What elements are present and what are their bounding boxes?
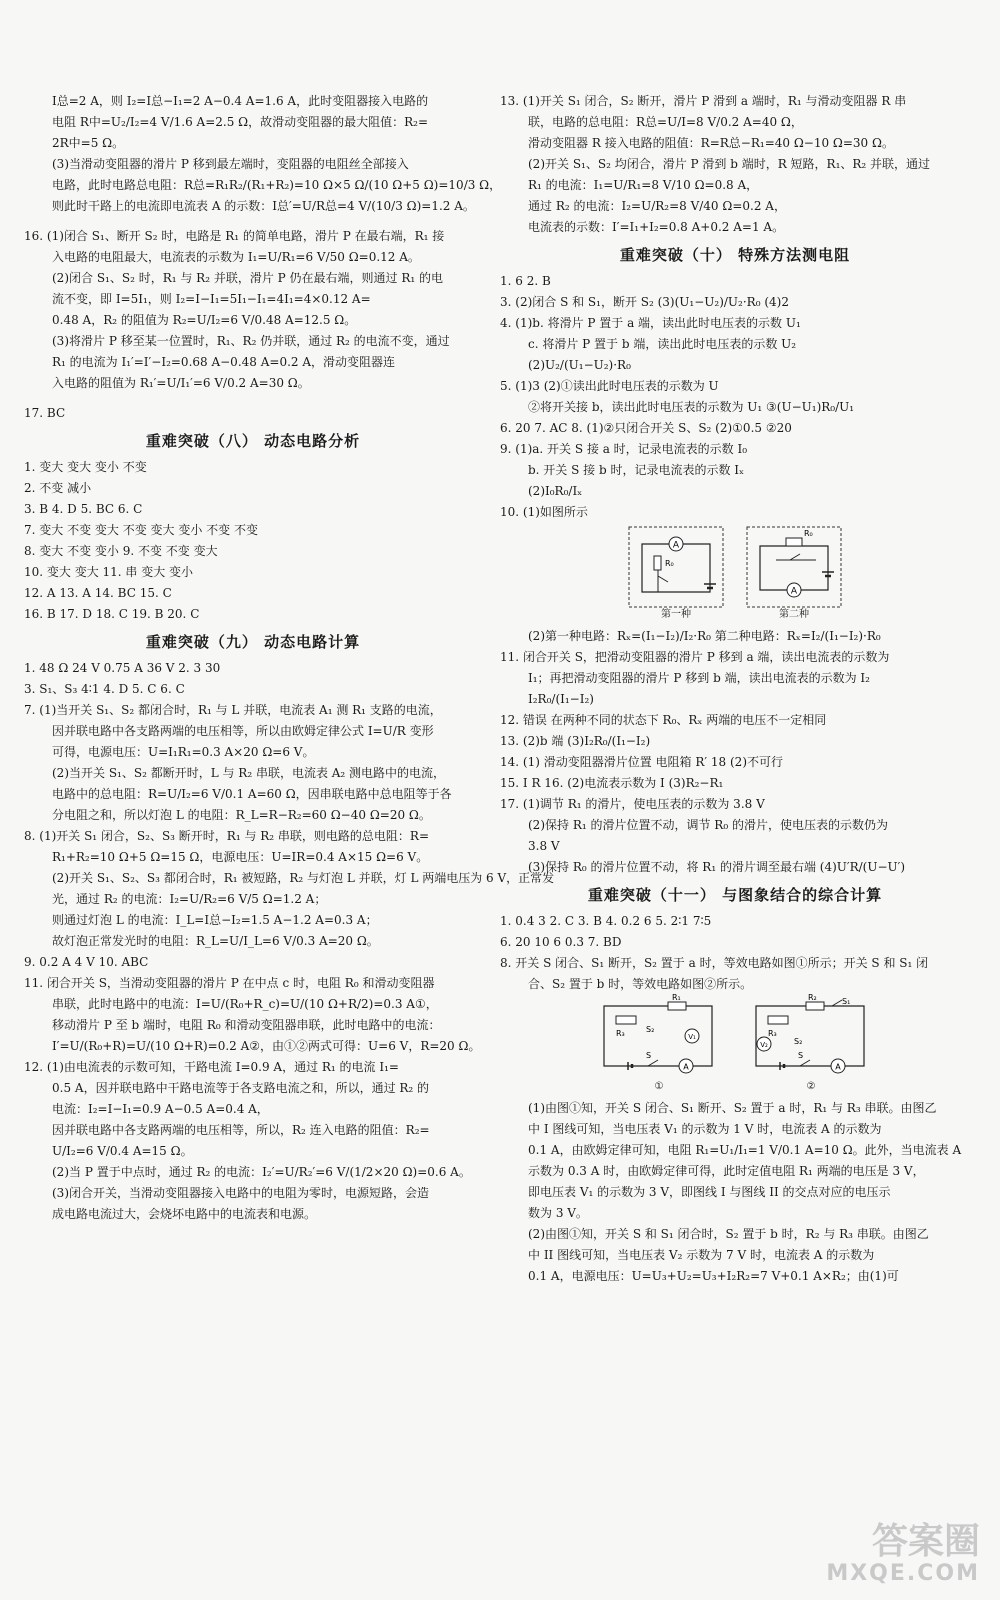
- answer-line: U/I₂=6 V/0.4 A=15 Ω。: [52, 1144, 193, 1158]
- figure-10-circuit-2: [746, 526, 842, 622]
- answer-line: 9. (1)a. 开关 S 接 a 时，记录电流表的示数 I₀: [500, 442, 748, 456]
- answer-line: (2)当 P 置于中点时，通过 R₂ 的电流：I₂′=U/R₂′=6 V/(1/2×20 Ω)=0.6 A。: [52, 1165, 471, 1179]
- answer-line: (2)保持 R₁ 的滑片位置不动，调节 R₀ 的滑片，使电压表的示数仍为: [528, 818, 888, 832]
- answer-line: 可得，电源电压：U=I₁R₁=0.3 A×20 Ω=6 V。: [52, 745, 315, 759]
- switch-s2-label: S₂: [646, 1025, 655, 1034]
- answer-line: (2)当开关 S₁、S₂ 都断开时，L 与 R₂ 串联，电流表 A₂ 测电路中的电流，: [52, 766, 446, 780]
- switch-s2-label: S₂: [794, 1037, 803, 1046]
- resistor-label: R₀: [665, 559, 674, 568]
- watermark-logo-url: MXQE.COM: [826, 1561, 980, 1586]
- answer-line: 16. B 17. D 18. C 19. B 20. C: [24, 607, 200, 621]
- answer-line: I₁；再把滑动变阻器的滑片 P 移到 b 端，读出电流表的示数为 I₂: [528, 671, 870, 685]
- answer-line: 电流：I₂=I−I₁=0.9 A−0.5 A=0.4 A，: [52, 1102, 269, 1116]
- answer-line: 0.48 A，R₂ 的阻值为 R₂=U/I₂=6 V/0.48 A=12.5 Ω。: [52, 313, 357, 327]
- figure-10-caption-2: 第二种: [779, 609, 809, 620]
- answer-line: 联，电路的总电阻：R总=U/I=8 V/0.2 A=40 Ω，: [528, 115, 803, 129]
- answer-line: 电流表的示数：I′=I₁+I₂=0.8 A+0.2 A=1 A。: [528, 220, 785, 234]
- answer-line: (2)闭合 S₁、S₂ 时，R₁ 与 R₂ 并联，滑片 P 仍在最右端，则通过 R₁ 的电: [52, 271, 444, 285]
- ammeter-label: A: [672, 540, 680, 551]
- answer-line: 1. 48 Ω 24 V 0.75 A 36 V 2. 3 30: [24, 661, 221, 675]
- figure-8-circuits: [500, 993, 970, 1094]
- answer-line: 6. 20 10 6 0.3 7. BD: [500, 935, 622, 949]
- voltmeter-v2-label: V₂: [760, 1041, 768, 1049]
- answer-line: 则通过灯泡 L 的电流：I_L=I总−I₂=1.5 A−1.2 A=0.3 A；: [52, 913, 378, 927]
- answer-line: 示数为 0.3 A 时，由欧姆定律可得，此时定值电阻 R₁ 两端的电压是 3 V，: [528, 1164, 925, 1178]
- section-heading: 重难突破（十一） 与图象结合的综合计算: [587, 886, 883, 904]
- resistor-r2-label: R₂: [808, 993, 817, 1002]
- answer-line: R₁ 的电流为 I₁′=I′−I₂=0.68 A−0.48 A=0.2 A，滑动变阻器连: [52, 355, 396, 369]
- answer-line: I′=U/(R₀+R)=U/(10 Ω+R)=0.2 A②，由①②两式可得：U=6 V，R=20 Ω。: [52, 1039, 481, 1053]
- answer-line: 入电路的电阻最大，电流表的示数为 I₁=U/R₁=6 V/50 Ω=0.12 A。: [52, 250, 420, 264]
- answer-line: 滑动变阻器 R 接入电路的阻值：R=R总−R₁=40 Ω−10 Ω=30 Ω。: [528, 136, 894, 150]
- answer-line: I₂R₀/(I₁−I₂): [528, 692, 594, 706]
- answer-line: 3.8 V: [528, 839, 560, 853]
- answer-line: 8. (1)开关 S₁ 闭合，S₂、S₃ 断开时，R₁ 与 R₂ 串联，则电路的总电阻：R=: [24, 829, 430, 843]
- figure-8-circuit-2: [746, 993, 876, 1094]
- answer-line: (2)第一种电路：Rₓ=(I₁−I₂)/I₂·R₀ 第二种电路：Rₓ=I₂/(I₁−I₂)·R₀: [528, 629, 881, 643]
- answer-line: 15. I R 16. (2)电流表示数为 I (3)R₂−R₁: [500, 776, 724, 790]
- answer-line: (2)开关 S₁、S₂ 均闭合，滑片 P 滑到 b 端时，R 短路，R₁、R₂ 并联，通过: [528, 157, 931, 171]
- answer-line: b. 开关 S 接 b 时，记录电流表的示数 Iₓ: [528, 463, 745, 477]
- answer-line: 0.1 A，由欧姆定律可知，电阻 R₁=U₁/I₁=1 V/0.1 A=10 Ω。此外，当电流表 A: [528, 1143, 962, 1157]
- answer-line: 14. (1) 滑动变阻器滑片位置 电阻箱 R′ 18 (2)不可行: [500, 755, 783, 769]
- answer-line: 11. 闭合开关 S，当滑动变阻器的滑片 P 在中点 c 时，电阻 R₀ 和滑动变阻器: [24, 976, 435, 990]
- switch-s1-label: S₁: [842, 997, 851, 1006]
- answer-line: 分电阻之和，所以灯泡 L 的电阻：R_L=R−R₂=60 Ω−40 Ω=20 Ω。: [52, 808, 431, 822]
- answer-line: 中 I 图线可知，当电压表 V₁ 的示数为 1 V 时，电流表 A 的示数为: [528, 1122, 882, 1136]
- answer-line: 1. 0.4 3 2. C 3. B 4. 0.2 6 5. 2∶1 7∶5: [500, 914, 712, 928]
- answer-line: 12. A 13. A 14. BC 15. C: [24, 586, 172, 600]
- answer-line: 3. S₁、S₃ 4∶1 4. D 5. C 6. C: [24, 682, 185, 696]
- figure-10-circuits: [500, 526, 970, 622]
- figure-8-circuit-1: [594, 993, 724, 1094]
- answer-line: 故灯泡正常发光时的电阻：R_L=U/I_L=6 V/0.3 A=20 Ω。: [52, 934, 379, 948]
- answer-line: 17. (1)调节 R₁ 的滑片，使电压表的示数为 3.8 V: [500, 797, 765, 811]
- equivalent-circuit-2: [746, 993, 876, 1080]
- answer-line: (2)I₀R₀/Iₓ: [528, 484, 583, 498]
- circuit-diagram-1: [628, 526, 724, 608]
- watermark-logo-text: 答案圈: [871, 1521, 980, 1562]
- figure-10-circuit-1: [628, 526, 724, 622]
- answer-line: 电阻 R中=U₂/I₂=4 V/1.6 A=2.5 Ω，故滑动变阻器的最大阻值：R₂=: [52, 115, 429, 129]
- answer-line: 移动滑片 P 至 b 端时，电阻 R₀ 和滑动变阻器串联，此时电路中的电流：: [52, 1018, 441, 1032]
- answer-line: 光，通过 R₂ 的电流：I₂=U/R₂=6 V/5 Ω=1.2 A；: [52, 892, 327, 906]
- answer-line: (3)保持 R₀ 的滑片位置不动，将 R₁ 的滑片调至最右端 (4)U′R/(U−U′): [528, 860, 906, 874]
- right-column: [500, 90, 970, 1287]
- answer-line: 则此时干路上的电流即电流表 A 的示数：I总′=U/R总=4 V/(10/3 Ω)=1.2 A。: [52, 199, 475, 213]
- answer-line: 流不变，即 I=5I₁，则 I₂=I−I₁=5I₁−I₁=4I₁=4×0.12 A=: [52, 292, 371, 306]
- answer-line: 串联，此时电路中的电流：I=U/(R₀+R_c)=U/(10 Ω+R/2)=0.3 A①，: [52, 997, 438, 1011]
- ammeter-label: A: [790, 586, 798, 597]
- answer-line: 12. (1)由电流表的示数可知，干路电流 I=0.9 A，通过 R₁ 的电流 I₁=: [24, 1060, 399, 1074]
- resistor-r3-label: R₃: [616, 1029, 625, 1038]
- answer-line: 2. 不变 减小: [24, 481, 92, 495]
- answer-line: 5. (1)3 (2)①读出此时电压表的示数为 U: [500, 379, 719, 393]
- answer-line: 3. B 4. D 5. BC 6. C: [24, 502, 143, 516]
- answer-line: 数为 3 V。: [528, 1206, 588, 1220]
- answer-line: 10. (1)如图所示: [500, 505, 588, 519]
- answer-line: 6. 20 7. AC 8. (1)②只闭合开关 S、S₂ (2)①0.5 ②20: [500, 421, 792, 435]
- answer-line: (2)由图①知，开关 S 和 S₁ 闭合时，S₂ 置于 b 时，R₂ 与 R₃ 串联。由图乙: [528, 1227, 929, 1241]
- answer-line: 7. (1)当开关 S₁、S₂ 都闭合时，R₁ 与 L 并联，电流表 A₁ 测 R₁ 支路的电流，: [24, 703, 442, 717]
- answer-line: 8. 变大 不变 变小 9. 不变 不变 变大: [24, 544, 218, 558]
- answer-line: 7. 变大 不变 变大 不变 变大 变小 不变 不变: [24, 523, 258, 537]
- resistor-label: R₀: [804, 529, 813, 538]
- answer-line: 1. 变大 变大 变小 不变: [24, 460, 147, 474]
- answer-line: 4. (1)b. 将滑片 P 置于 a 端，读出此时电压表的示数 U₁: [500, 316, 801, 330]
- voltmeter-v1-label: V₁: [688, 1033, 696, 1041]
- ammeter-label: A: [835, 1062, 841, 1072]
- answer-line: 通过 R₂ 的电流：I₂=U/R₂=8 V/40 Ω=0.2 A，: [528, 199, 786, 213]
- answer-line: 16. (1)闭合 S₁、断开 S₂ 时，电路是 R₁ 的简单电路，滑片 P 在最右端，R₁ 接: [24, 229, 445, 243]
- answer-line: (2)开关 S₁、S₂、S₃ 都闭合时，R₁ 被短路，R₂ 与灯泡 L 并联，灯 L 两端电压为 6 V，正常发: [52, 871, 555, 885]
- answer-line: R₁ 的电流：I₁=U/R₁=8 V/10 Ω=0.8 A，: [528, 178, 759, 192]
- circuit-diagram-2: [746, 526, 842, 608]
- answer-line: 11. 闭合开关 S，把滑动变阻器的滑片 P 移到 a 端，读出电流表的示数为: [500, 650, 890, 664]
- section-heading: 重难突破（八） 动态电路分析: [145, 432, 361, 450]
- answer-line: 13. (2)b 端 (3)I₂R₀/(I₁−I₂): [500, 734, 651, 748]
- answer-line: 0.1 A，电源电压：U=U₃+U₂=U₃+I₂R₂=7 V+0.1 A×R₂；由(1)可: [528, 1269, 899, 1283]
- spacer: [24, 394, 482, 402]
- answer-line: 12. 错误 在两种不同的状态下 R₀、Rₓ 两端的电压不一定相同: [500, 713, 827, 727]
- section-heading: 重难突破（十） 特殊方法测电阻: [619, 246, 851, 264]
- switch-s-label: S: [798, 1051, 804, 1060]
- answer-line: 中 II 图线可知，当电压表 V₂ 示数为 7 V 时，电流表 A 的示数为: [528, 1248, 875, 1262]
- answer-line: 13. (1)开关 S₁ 闭合，S₂ 断开，滑片 P 滑到 a 端时，R₁ 与滑动变阻器 R 串: [500, 94, 907, 108]
- answer-line: 因并联电路中各支路两端的电压相等，所以由欧姆定律公式 I=U/R 变形: [52, 724, 434, 738]
- resistor-r1-label: R₁: [672, 993, 681, 1002]
- spacer: [24, 217, 482, 225]
- figure-8-caption-2: ②: [806, 1081, 816, 1092]
- resistor-r3-label: R₃: [768, 1029, 777, 1038]
- answer-line: 0.5 A，因并联电路中干路电流等于各支路电流之和，所以，通过 R₂ 的: [52, 1081, 430, 1095]
- answer-line: 8. 开关 S 闭合、S₁ 断开，S₂ 置于 a 时，等效电路如图①所示；开关 S 和 S₁ 闭: [500, 956, 929, 970]
- answer-line: 9. 0.2 A 4 V 10. ABC: [24, 955, 149, 969]
- answer-line: (3)将滑片 P 移至某一位置时，R₁、R₂ 仍并联，通过 R₂ 的电流不变，通过: [52, 334, 450, 348]
- answer-line: 17. BC: [24, 406, 66, 420]
- answer-line: 因并联电路中各支路两端的电压相等，所以，R₂ 连入电路的阻值：R₂=: [52, 1123, 430, 1137]
- figure-10-caption-1: 第一种: [661, 609, 691, 620]
- answer-line: R₁+R₂=10 Ω+5 Ω=15 Ω，电源电压：U=IR=0.4 A×15 Ω=6 V。: [52, 850, 429, 864]
- answer-line: 电路，此时电路总电阻：R总=R₁R₂/(R₁+R₂)=10 Ω×5 Ω/(10 Ω+5 Ω)=10/3 Ω，: [52, 178, 502, 192]
- answer-line: 成电路电流过大，会烧坏电路中的电流表和电源。: [52, 1207, 317, 1221]
- answer-line: ②将开关接 b，读出此时电压表的示数为 U₁ ③(U−U₁)R₀/U₁: [528, 400, 855, 414]
- answer-line: 合、S₂ 置于 b 时，等效电路如图②所示。: [528, 977, 753, 991]
- answer-line: 即电压表 V₁ 的示数为 3 V，即图线 I 与图线 II 的交点对应的电压示: [528, 1185, 891, 1199]
- answer-line: 入电路的阻值为 R₁′=U/I₁′=6 V/0.2 A=30 Ω。: [52, 376, 310, 390]
- answer-line: 10. 变大 变大 11. 串 变大 变小: [24, 565, 194, 579]
- answer-line: 3. (2)闭合 S 和 S₁，断开 S₂ (3)(U₁−U₂)/U₂·R₀ (4)2: [500, 295, 789, 309]
- answer-line: (2)U₂/(U₁−U₂)·R₀: [528, 358, 631, 372]
- answer-line: 电路中的总电阻：R=U/I₂=6 V/0.1 A=60 Ω，因串联电路中总电阻等于各: [52, 787, 452, 801]
- switch-s-label: S: [646, 1051, 652, 1060]
- watermark-logo: [826, 1522, 980, 1586]
- answer-line: (3)闭合开关，当滑动变阻器接入电路中的电阻为零时，电源短路，会造: [52, 1186, 430, 1200]
- answer-line: 1. 6 2. B: [500, 274, 551, 288]
- ammeter-label: A: [683, 1062, 689, 1072]
- equivalent-circuit-1: [594, 993, 724, 1080]
- answer-line: 2R中=5 Ω。: [52, 136, 125, 150]
- answer-line: c. 将滑片 P 置于 b 端，读出此时电压表的示数 U₂: [528, 337, 797, 351]
- answer-line: (1)由图①知，开关 S 闭合、S₁ 断开、S₂ 置于 a 时，R₁ 与 R₃ 串联。由图乙: [528, 1101, 937, 1115]
- figure-8-caption-1: ①: [654, 1081, 664, 1092]
- section-heading: 重难突破（九） 动态电路计算: [145, 633, 361, 651]
- answer-line: I总=2 A，则 I₂=I总−I₁=2 A−0.4 A=1.6 A，此时变阻器接入电路的: [52, 94, 429, 108]
- answer-line: (3)当滑动变阻器的滑片 P 移到最左端时，变阻器的电阻丝全部接入: [52, 157, 409, 171]
